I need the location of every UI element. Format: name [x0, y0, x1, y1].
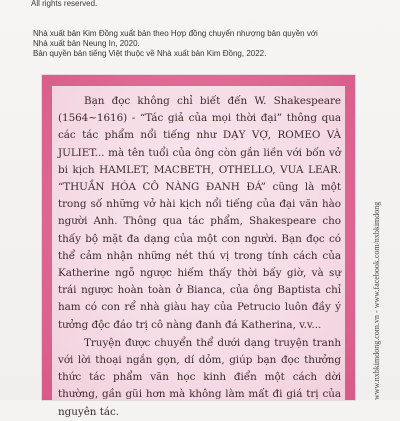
side-strip: [370, 110, 384, 400]
credits-line-3: Bản quyền bản tiếng Việt thuộc về Nhà xuất bản Kim Đồng, 2022.: [33, 49, 267, 58]
description-paragraph-1: Bạn đọc không chỉ biết đến W. Shakespeare (1564~1616) - “Tác giả của mọi thời đại” thông qua các tác phẩm nổi tiếng như DẠY VỢ, ROMEO VÀ JULIET... mà tên tuổi của ông còn gắn liền với bốn vở bi kịch HAMLET, MACBETH, OTHELLO, VUA LEAR. “THUẦN HÓA CÔ NÀNG ĐANH ĐÁ” cũng là một trong số những vở hài kịch nổi tiếng của đại văn hào người Anh. Thông qua tác phẩm, Shakespeare cho thấy bộ mặt đa dạng của một con người. Bạn đọc có thể cảm nhận những nét thú vị trong tính cách của Katherine ngỗ ngược hiếm thấy thời bấy giờ, và sự trái ngược hoàn toàn ở Bianca, của ông Baptista chỉ ham có con rể nhà giàu hay của Petrucio luôn đầy ý tưởng độc đáo trị cô nàng đanh đá Katherina, v.v...: [58, 95, 341, 331]
credits-line-2: Nhà xuất bản Neung In, 2020.: [33, 39, 140, 48]
credits-line-1: Nhà xuất bản Kim Đồng xuất bản theo Hợp đồng chuyển nhượng bản quyền với: [33, 29, 318, 38]
description-paragraph-2: Truyện được chuyển thể dưới dạng truyện tranh với lời thoại ngắn gọn, dí dỏm, giúp bạn đọc thưởng thức tác phẩm văn học kinh điển một cách dời thường, gần gũi hơn mà không làm mất đi giá trị của nguyên tác.: [58, 336, 341, 418]
rights-notice: All rights reserved.: [31, 0, 98, 8]
publisher-credits: [33, 29, 318, 59]
description-text: [58, 93, 341, 421]
publisher-website-text: www.nxbkimdong.com.vn - www.facebook.com/nxbkimdong: [372, 201, 381, 400]
